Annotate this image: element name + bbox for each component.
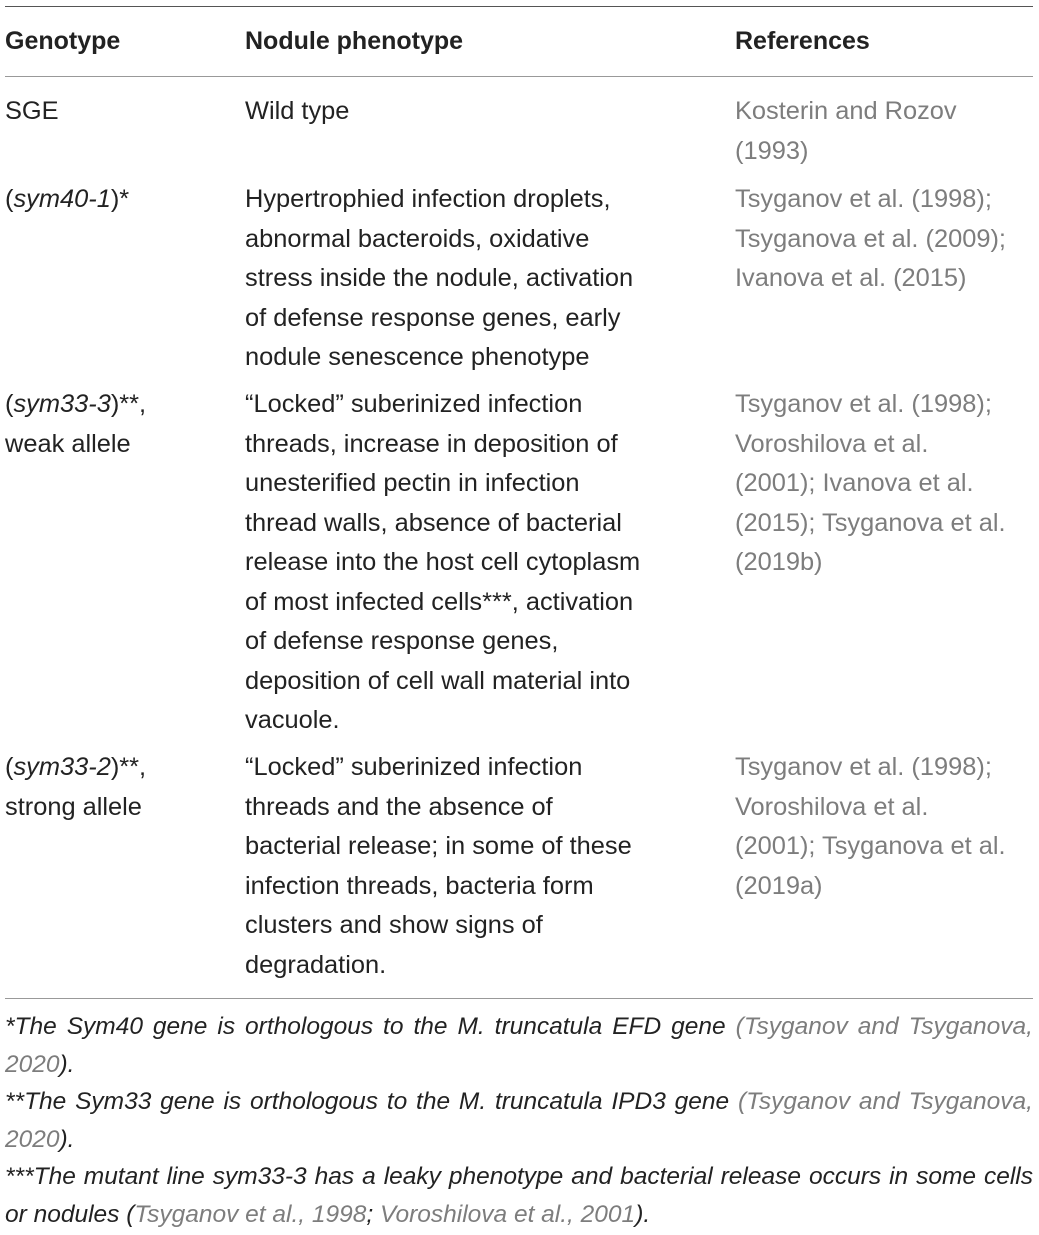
table-row-phenotype: Hypertrophied infection droplets, abnormal bacteroids, oxidative stress inside the nodule, activation of defense response genes, early nodule senescence phenotype [245, 185, 634, 371]
bottom-rule [5, 998, 1033, 999]
footnote-1-citation[interactable]: (Tsyganov and Tsyganova, 2020 [5, 1013, 1033, 1078]
table-row-references: Tsyganov et al. (1998); Tsyganova et al. (2009); Ivanova et al. (2015) [735, 185, 1006, 292]
footnotes [5, 1008, 1033, 1234]
table-row-phenotype: “Locked” suberinized infection threads, increase in deposition of unesterified pectin in infection thread walls, absence of bacterial release into the host cell cytoplasm of most infected cells***, activation of defense response genes, deposition of cell wall material into vacuole. [245, 390, 641, 734]
footnote-3-citation-1[interactable]: Tsyganov et al., 1998 [134, 1200, 367, 1228]
footnote-3-citation-2[interactable]: Voroshilova et al., 2001 [380, 1200, 636, 1228]
header-references: References [735, 27, 870, 55]
header-genotype: Genotype [5, 27, 121, 55]
footnote-1: *The Sym40 gene is orthologous to the M. truncatula EFD gene (Tsyganov and Tsyganova, 2020). [5, 1013, 1033, 1078]
table-row-genotype: SGE [5, 97, 59, 125]
table-row-genotype: (sym40-1)* [5, 185, 130, 213]
table-row-phenotype: “Locked” suberinized infection threads and the absence of bacterial release; in some of these infection threads, bacteria form clusters and show signs of degradation. [245, 753, 632, 979]
table-row-references: Tsyganov et al. (1998); Voroshilova et al. (2001); Ivanova et al. (2015); Tsyganova et al. (2019b) [735, 390, 1006, 576]
footnote-2-citation[interactable]: (Tsyganov and Tsyganova, 2020 [5, 1088, 1033, 1153]
footnote-2: **The Sym33 gene is orthologous to the M. truncatula IPD3 gene (Tsyganov and Tsyganova, 2020). [5, 1088, 1033, 1153]
table-row-genotype: (sym33-2)**, strong allele [5, 753, 147, 821]
table-row-genotype: (sym33-3)**, weak allele [5, 390, 147, 458]
header-rule [5, 76, 1033, 77]
table-row-references: Kosterin and Rozov (1993) [735, 97, 957, 165]
footnote-3: ***The mutant line sym33-3 has a leaky phenotype and bacterial release occurs in some cells or nodules (Tsyganov et al., 1998; Voroshilova et al., 2001). [5, 1163, 1033, 1228]
header-phenotype: Nodule phenotype [245, 27, 464, 55]
top-rule [5, 6, 1033, 7]
table-row-references: Tsyganov et al. (1998); Voroshilova et al. (2001); Tsyganova et al. (2019a) [735, 753, 1006, 900]
table-row-phenotype: Wild type [245, 97, 350, 125]
